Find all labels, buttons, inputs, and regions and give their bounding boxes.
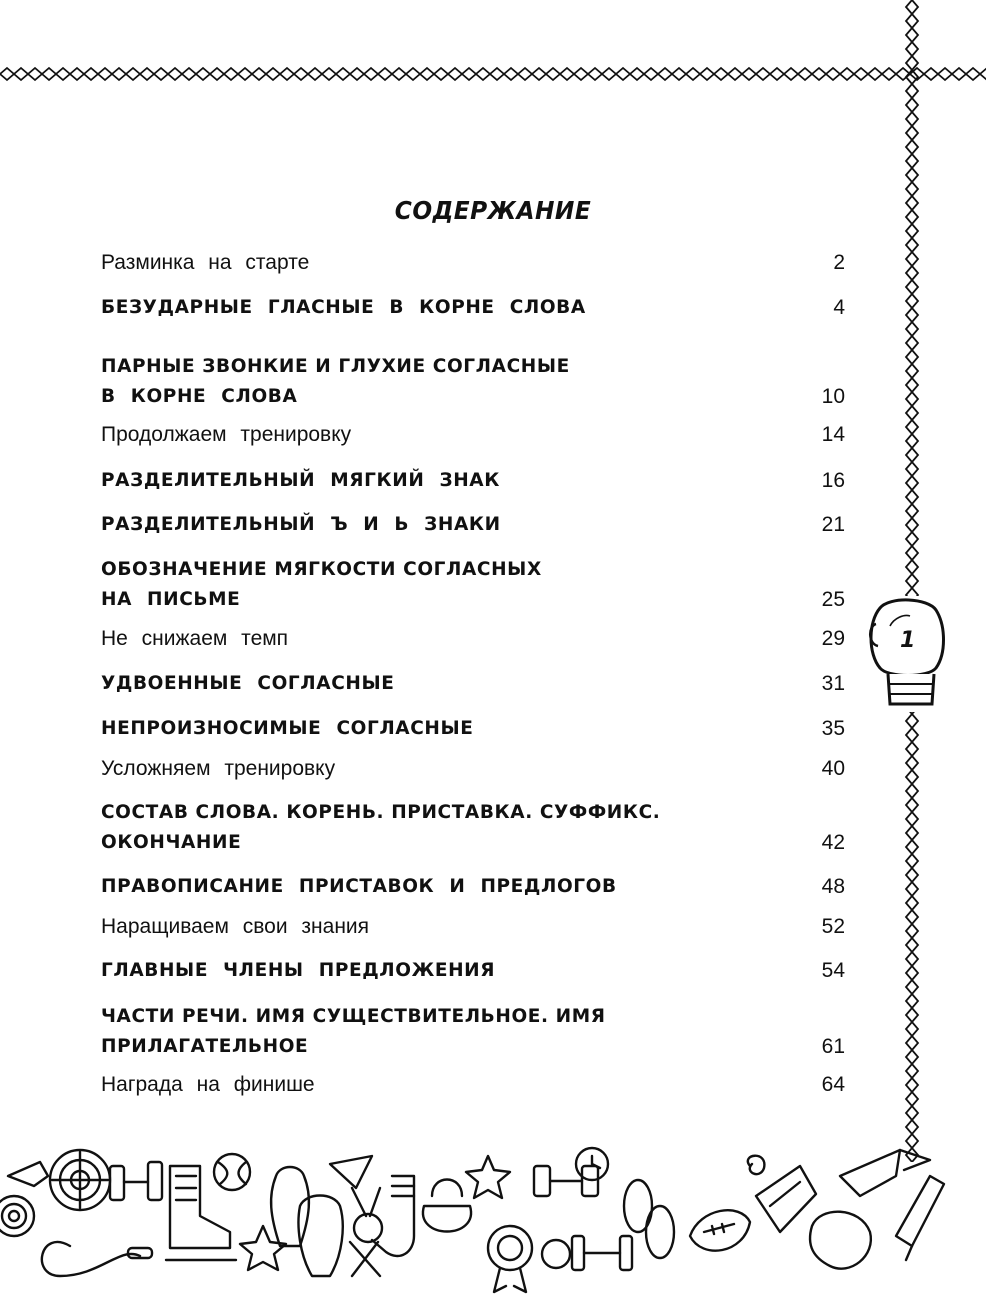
toc-entry — [101, 669, 845, 699]
toc-entry-page: 35 — [821, 717, 845, 740]
toc-entry — [101, 624, 845, 654]
toc-entry-title: РАЗДЕЛИТЕЛЬНЫЙ МЯГКИЙ ЗНАК — [101, 470, 500, 491]
toc-entry-title: РАЗДЕЛИТЕЛЬНЫЙ Ъ И Ь ЗНАКИ — [101, 514, 501, 535]
page-number: 1 — [900, 628, 916, 653]
sports-doodles-icon — [0, 1136, 986, 1299]
toc-entry — [101, 912, 845, 942]
toc-entry — [101, 293, 845, 323]
toc-entry-title: НА ПИСЬМЕ — [101, 589, 241, 610]
dot-leader — [245, 828, 813, 858]
toc-entry-page: 21 — [821, 513, 845, 536]
toc-entry — [101, 510, 845, 540]
toc-entry — [101, 466, 845, 496]
toc-entry — [101, 1070, 845, 1100]
toc-entry — [101, 956, 845, 986]
dot-leader — [621, 872, 814, 902]
dot-leader — [590, 293, 826, 323]
toc-entry-title-line1: СОСТАВ СЛОВА. КОРЕНЬ. ПРИСТАВКА. СУФФИКС. — [101, 802, 661, 823]
page-number-badge — [866, 596, 948, 712]
dot-leader — [301, 382, 813, 412]
toc-entry — [101, 248, 845, 278]
toc-entry-page: 16 — [821, 469, 845, 492]
toc-entry-page: 52 — [821, 915, 845, 938]
toc-entry-title: Наращиваем свои знания — [101, 915, 370, 938]
toc-entry — [101, 352, 845, 412]
toc-entry-title: В КОРНЕ СЛОВА — [101, 386, 298, 407]
toc-entry-title: ОКОНЧАНИЕ — [101, 832, 242, 853]
toc-entry-page: 40 — [821, 757, 845, 780]
toc-entry-title-line1: ПАРНЫЕ ЗВОНКИЕ И ГЛУХИЕ СОГЛАСНЫЕ — [101, 356, 570, 377]
dot-leader — [313, 248, 825, 278]
boxing-glove-icon — [866, 596, 948, 712]
toc-entry-title: БЕЗУДАРНЫЕ ГЛАСНЫЕ В КОРНЕ СЛОВА — [101, 297, 586, 318]
toc-entry-title: ПРИЛАГАТЕЛЬНОЕ — [101, 1036, 309, 1057]
toc-entry — [101, 420, 845, 450]
toc-entry-title-line1: ЧАСТИ РЕЧИ. ИМЯ СУЩЕСТВИТЕЛЬНОЕ. ИМЯ — [101, 1006, 606, 1027]
dot-leader — [319, 1070, 814, 1100]
dot-leader — [312, 1032, 813, 1062]
toc-entry-page: 42 — [821, 831, 845, 854]
toc-entry-title: ГЛАВНЫЕ ЧЛЕНЫ ПРЕДЛОЖЕНИЯ — [101, 960, 496, 981]
toc-entry-title: УДВОЕННЫЕ СОГЛАСНЫЕ — [101, 673, 395, 694]
toc-entry-page: 48 — [821, 875, 845, 898]
toc-entry-page: 61 — [821, 1035, 845, 1058]
dot-leader — [398, 669, 813, 699]
toc-entry — [101, 714, 845, 744]
toc-entry — [101, 872, 845, 902]
dot-leader — [339, 754, 814, 784]
toc-entry — [101, 1002, 845, 1062]
toc-entry — [101, 798, 845, 858]
toc-entry-page: 4 — [833, 296, 845, 319]
toc-entry-page: 31 — [821, 672, 845, 695]
zigzag-border-top-icon — [0, 64, 986, 84]
toc-entry — [101, 555, 845, 615]
page-title: СОДЕРЖАНИЕ — [394, 196, 592, 225]
dot-leader — [292, 624, 814, 654]
toc-entry-page: 54 — [821, 959, 845, 982]
toc-entry-page: 29 — [821, 627, 845, 650]
dot-leader — [373, 912, 814, 942]
toc-entry-title: Разминка на старте — [101, 251, 310, 274]
toc-entry-page: 14 — [821, 423, 845, 446]
dot-leader — [499, 956, 814, 986]
dot-leader — [504, 466, 814, 496]
toc-entry-title: НЕПРОИЗНОСИМЫЕ СОГЛАСНЫЕ — [101, 718, 474, 739]
toc-entry-page: 10 — [821, 385, 845, 408]
dot-leader — [477, 714, 813, 744]
toc-entry-page: 2 — [833, 251, 845, 274]
toc-entry-title: Продолжаем тренировку — [101, 423, 352, 446]
toc-entry-title: Не снижаем темп — [101, 627, 289, 650]
toc-entry-title-line1: ОБОЗНАЧЕНИЕ МЯГКОСТИ СОГЛАСНЫХ — [101, 559, 542, 580]
toc-entry-page: 64 — [821, 1073, 845, 1096]
dot-leader — [244, 585, 813, 615]
toc-entry-title: ПРАВОПИСАНИЕ ПРИСТАВОК И ПРЕДЛОГОВ — [101, 876, 617, 897]
toc-entry — [101, 754, 845, 784]
toc-entry-page: 25 — [821, 588, 845, 611]
toc-entry-title: Усложняем тренировку — [101, 757, 336, 780]
dot-leader — [355, 420, 814, 450]
toc-entry-title: Награда на финише — [101, 1073, 315, 1096]
dot-leader — [505, 510, 814, 540]
